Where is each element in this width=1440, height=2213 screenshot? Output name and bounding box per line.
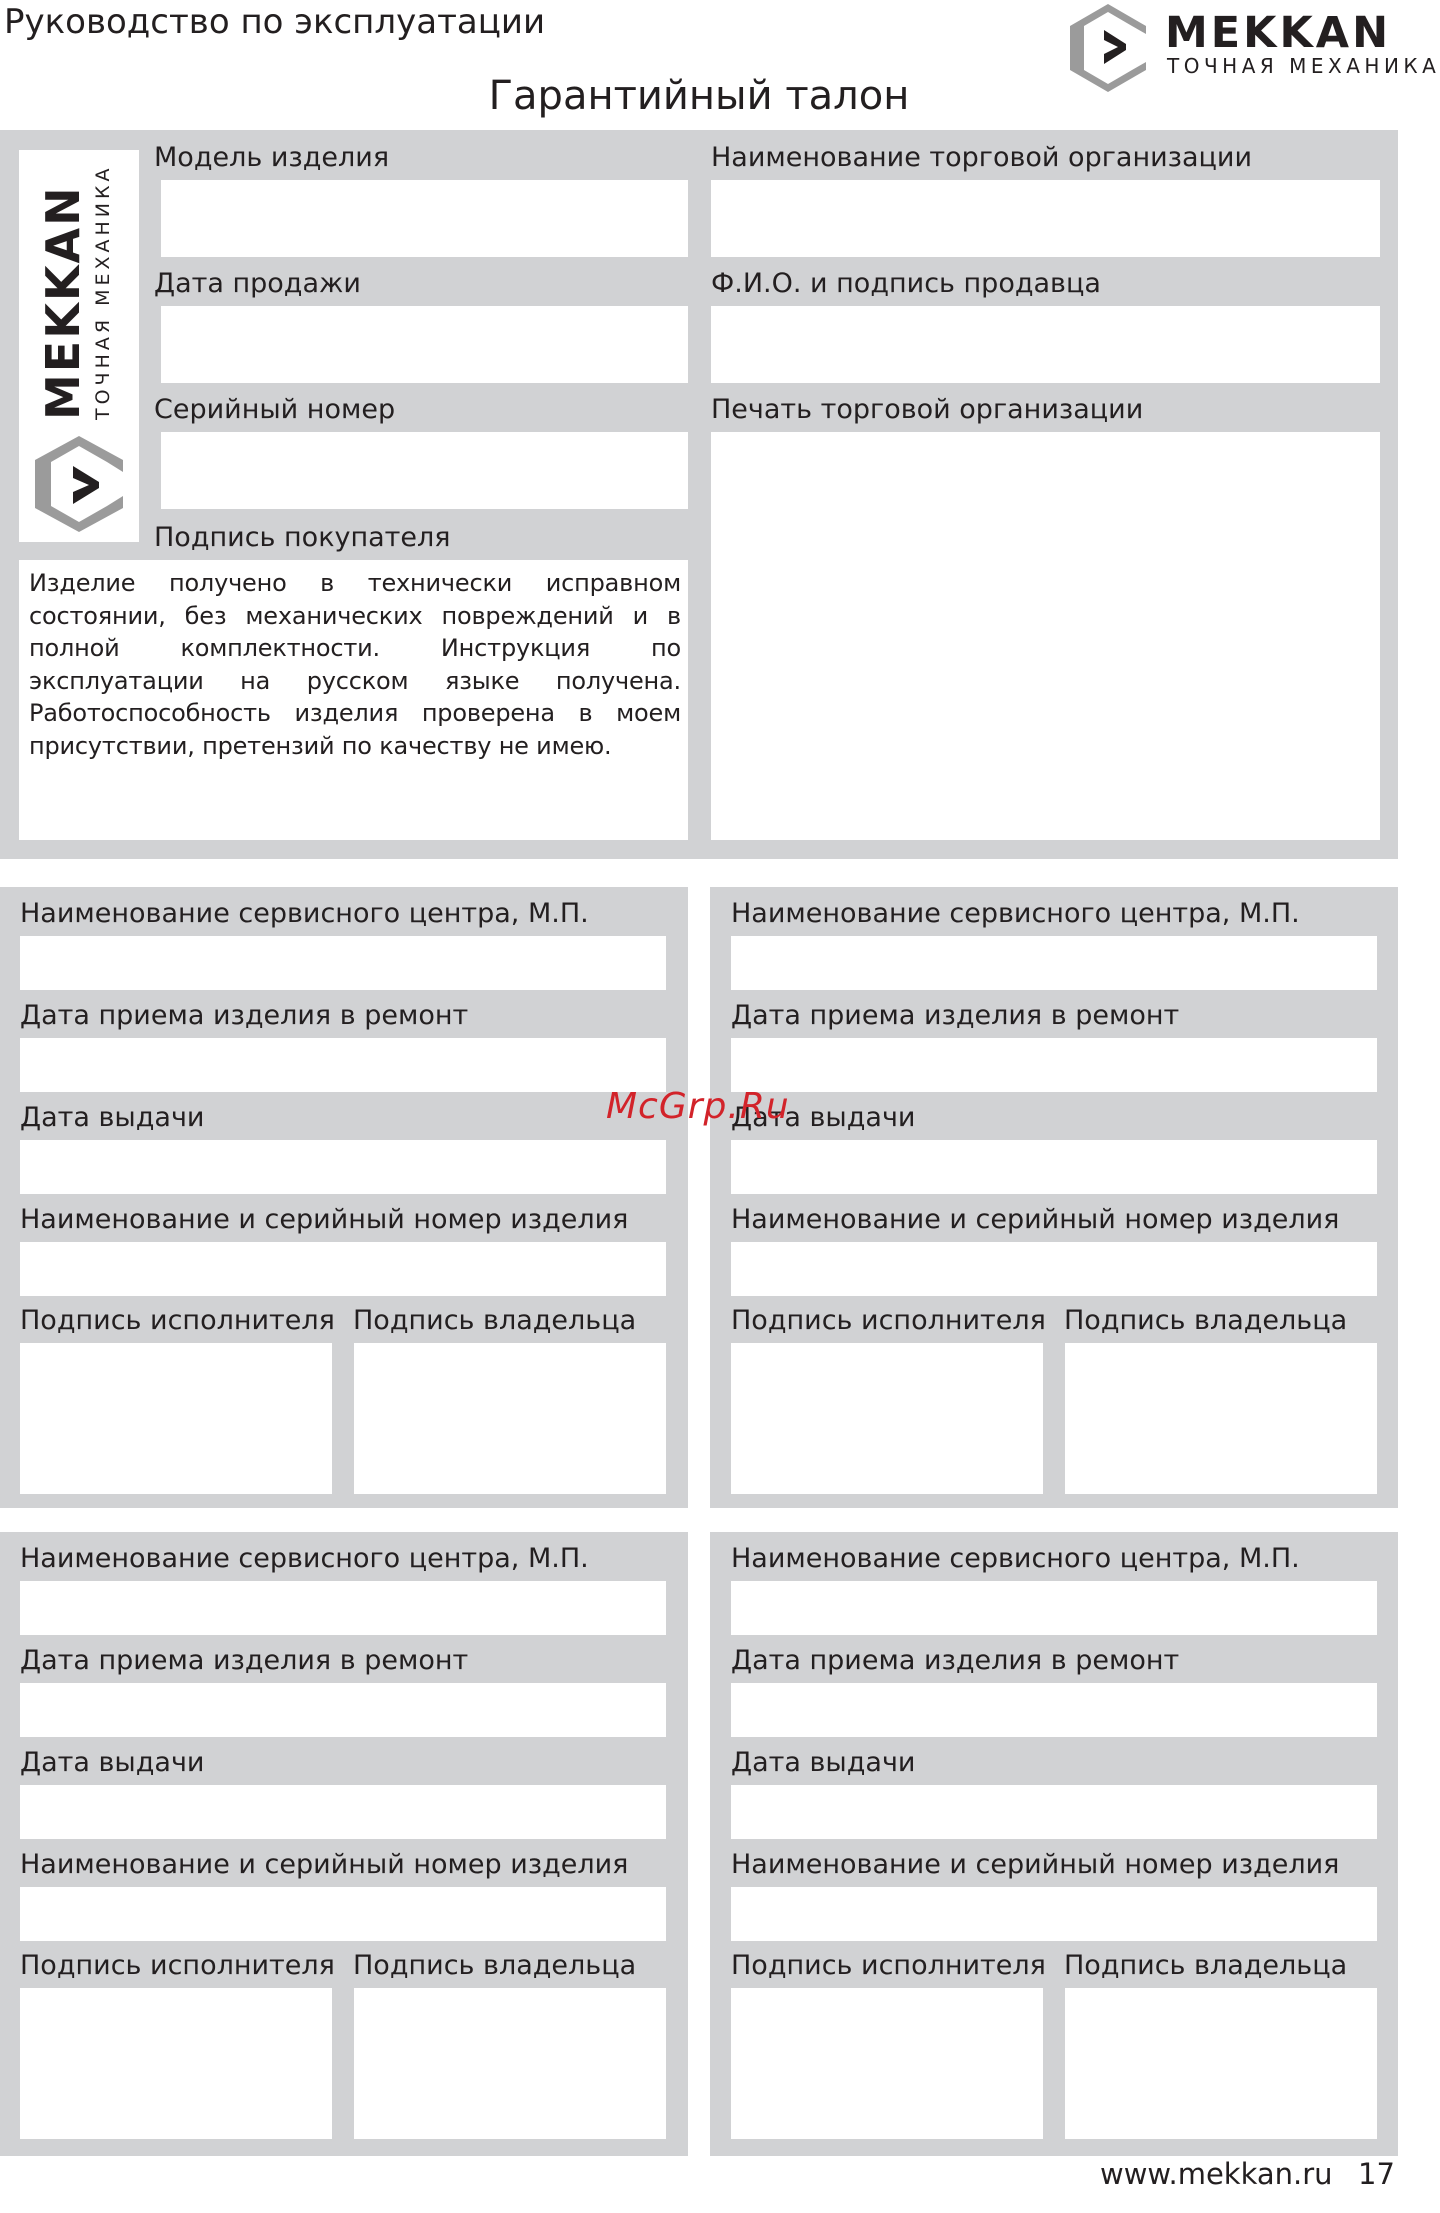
executor-signature-label: Подпись исполнителя xyxy=(20,1305,335,1336)
repair-date-label: Дата приема изделия в ремонт xyxy=(731,1645,1180,1676)
owner-signature-field[interactable] xyxy=(354,1988,666,2139)
brand-name: MEKKAN xyxy=(1165,8,1392,58)
product-serial-label: Наименование и серийный номер изделия xyxy=(20,1849,629,1880)
product-serial-field[interactable] xyxy=(731,1242,1377,1296)
trade-org-field[interactable] xyxy=(711,180,1380,257)
serial-number-label: Серийный номер xyxy=(154,394,396,425)
executor-signature-label: Подпись исполнителя xyxy=(20,1950,335,1981)
trade-org-label: Наименование торговой организации xyxy=(711,142,1253,173)
owner-signature-label: Подпись владельца xyxy=(1064,1305,1348,1336)
issue-date-field[interactable] xyxy=(731,1140,1377,1194)
vertical-brand-name: MEKKAN xyxy=(36,185,90,420)
executor-signature-label: Подпись исполнителя xyxy=(731,1950,1046,1981)
repair-date-label: Дата приема изделия в ремонт xyxy=(20,1000,469,1031)
repair-date-field[interactable] xyxy=(731,1683,1377,1737)
service-center-field[interactable] xyxy=(20,1581,666,1635)
issue-date-label: Дата выдачи xyxy=(20,1102,205,1133)
issue-date-field[interactable] xyxy=(731,1785,1377,1839)
issue-date-label: Дата выдачи xyxy=(20,1747,205,1778)
manual-title: Руководство по эксплуатации xyxy=(4,2,546,42)
document-title: Гарантийный талон xyxy=(488,73,910,119)
issue-date-label: Дата выдачи xyxy=(731,1747,916,1778)
serial-number-field[interactable] xyxy=(161,432,688,509)
stamp-label: Печать торговой организации xyxy=(711,394,1144,425)
repair-date-field[interactable] xyxy=(731,1038,1377,1092)
service-center-label: Наименование сервисного центра, М.П. xyxy=(20,1543,589,1574)
service-center-field[interactable] xyxy=(731,936,1377,990)
service-center-label: Наименование сервисного центра, М.П. xyxy=(731,898,1300,929)
page-number: 17 xyxy=(1358,2157,1395,2191)
owner-signature-field[interactable] xyxy=(1065,1988,1377,2139)
vertical-brand-tagline: ТОЧНАЯ МЕХАНИКА xyxy=(92,164,114,420)
service-center-label: Наименование сервисного центра, М.П. xyxy=(731,1543,1300,1574)
owner-signature-field[interactable] xyxy=(354,1343,666,1494)
executor-signature-field[interactable] xyxy=(731,1988,1043,2139)
sale-date-label: Дата продажи xyxy=(154,268,361,299)
sale-date-field[interactable] xyxy=(161,306,688,383)
repair-date-label: Дата приема изделия в ремонт xyxy=(731,1000,1180,1031)
issue-date-field[interactable] xyxy=(20,1785,666,1839)
owner-signature-field[interactable] xyxy=(1065,1343,1377,1494)
brand-hexagon-icon xyxy=(27,432,131,536)
product-serial-label: Наименование и серийный номер изделия xyxy=(731,1204,1340,1235)
executor-signature-field[interactable] xyxy=(731,1343,1043,1494)
vertical-logo xyxy=(19,150,139,542)
repair-date-field[interactable] xyxy=(20,1683,666,1737)
issue-date-field[interactable] xyxy=(20,1140,666,1194)
stamp-field[interactable] xyxy=(711,432,1380,840)
model-label: Модель изделия xyxy=(154,142,390,173)
owner-signature-label: Подпись владельца xyxy=(353,1950,637,1981)
service-center-field[interactable] xyxy=(20,936,666,990)
footer-website[interactable]: www.mekkan.ru xyxy=(1100,2157,1333,2191)
executor-signature-field[interactable] xyxy=(20,1343,332,1494)
watermark-text: McGrp.Ru xyxy=(606,1086,790,1127)
service-center-field[interactable] xyxy=(731,1581,1377,1635)
product-serial-field[interactable] xyxy=(20,1887,666,1941)
issue-date-label: Дата выдачи xyxy=(731,1102,916,1133)
repair-date-field[interactable] xyxy=(20,1038,666,1092)
product-serial-label: Наименование и серийный номер изделия xyxy=(731,1849,1340,1880)
seller-field[interactable] xyxy=(711,306,1380,383)
buyer-signature-label: Подпись покупателя xyxy=(154,522,451,553)
repair-date-label: Дата приема изделия в ремонт xyxy=(20,1645,469,1676)
seller-label: Ф.И.О. и подпись продавца xyxy=(711,268,1101,299)
model-field[interactable] xyxy=(161,180,688,257)
executor-signature-label: Подпись исполнителя xyxy=(731,1305,1046,1336)
vertical-brand-text xyxy=(19,150,139,430)
service-center-label: Наименование сервисного центра, М.П. xyxy=(20,898,589,929)
consent-text: Изделие получено в технически исправном состоянии, без механических повреждений и в полной комплектности. Инструкция по эксплуатации на русском языке получена. Работоспособность изделия проверена в моем присутствии, претензий по качеству не имею. xyxy=(29,569,681,760)
owner-signature-label: Подпись владельца xyxy=(353,1305,637,1336)
product-serial-label: Наименование и серийный номер изделия xyxy=(20,1204,629,1235)
brand-tagline: ТОЧНАЯ МЕХАНИКА xyxy=(1167,54,1440,78)
product-serial-field[interactable] xyxy=(731,1887,1377,1941)
owner-signature-label: Подпись владельца xyxy=(1064,1950,1348,1981)
executor-signature-field[interactable] xyxy=(20,1988,332,2139)
product-serial-field[interactable] xyxy=(20,1242,666,1296)
